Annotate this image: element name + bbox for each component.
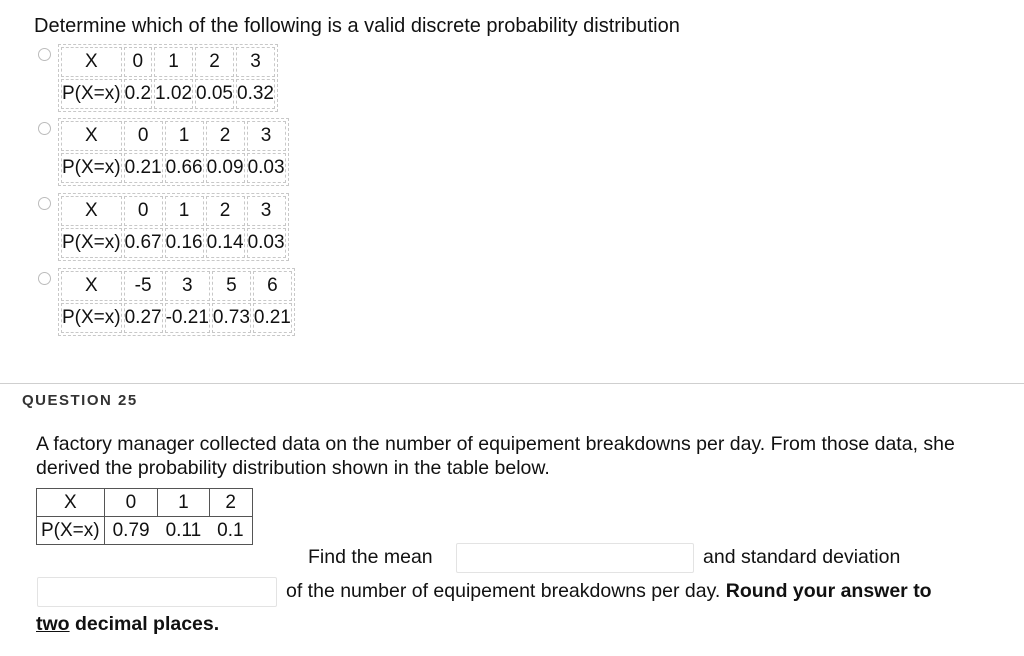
p-value: 0.27 [124,303,163,333]
question-divider [0,383,1024,384]
p-label: P(X=x) [61,303,122,333]
p-value: 0.21 [124,153,163,183]
p-value: 0.14 [206,228,245,258]
x-value: 5 [212,271,251,301]
x-value: 1 [154,47,193,77]
p-value: 0.03 [247,228,286,258]
find-mean-label: Find the mean [308,546,433,568]
p-label: P(X=x) [61,153,122,183]
p-value: 0.2 [124,79,152,109]
two-word: two [36,613,70,635]
decimal-instruction [36,613,219,636]
p-label: P(X=x) [61,228,122,258]
x-label: X [61,271,122,301]
p-value: 0.03 [247,153,286,183]
option-4-table [58,268,295,336]
p-value: 1.02 [154,79,193,109]
p-value: 0.67 [124,228,163,258]
x-value: 0 [124,121,163,151]
option-1-table [58,44,278,112]
p-value: 0.1 [217,519,244,541]
x-value: 2 [209,489,252,517]
x-label: X [61,196,122,226]
p-value: 0.05 [195,79,234,109]
p-value: 0.16 [165,228,204,258]
x-value: 0 [124,47,152,77]
question-prompt: Determine which of the following is a valid discrete probability distribution [34,15,680,37]
p-value: 0.73 [212,303,251,333]
x-label: X [61,121,122,151]
question-number-label: QUESTION 25 [22,392,138,409]
of-text: of the number of equipement breakdowns per day. [286,580,721,602]
x-value: 0 [124,196,163,226]
standard-deviation-label: and standard deviation [703,546,901,568]
x-value: 1 [165,121,204,151]
x-value: 2 [206,196,245,226]
radio-option-2[interactable] [38,122,51,135]
x-value: 1 [158,489,210,517]
p-value: 0.32 [236,79,275,109]
p-value: 0.09 [206,153,245,183]
x-value: 0 [104,489,157,517]
p-label: P(X=x) [61,79,122,109]
x-value: 3 [165,271,210,301]
decimal-places-text: decimal places. [75,613,220,635]
p-value: 0.21 [253,303,292,333]
mean-input[interactable] [456,543,694,573]
x-value: 1 [165,196,204,226]
x-label: X [37,489,105,517]
radio-option-4[interactable] [38,272,51,285]
p-value: -0.21 [165,303,210,333]
p-value: 0.79 [112,519,150,541]
round-instruction: Round your answer to [725,580,932,602]
radio-option-3[interactable] [38,197,51,210]
x-value: 6 [253,271,292,301]
standard-deviation-input[interactable] [37,577,277,607]
instruction-text [286,580,932,603]
x-value: 3 [247,121,286,151]
p-value: 0.66 [165,153,204,183]
radio-option-1[interactable] [38,48,51,61]
x-value: 3 [247,196,286,226]
x-value: 3 [236,47,275,77]
p-value: 0.11 [165,519,202,541]
breakdown-distribution-table [36,488,253,545]
p-label: P(X=x) [37,517,105,545]
x-value: -5 [124,271,163,301]
question-25-prompt: A factory manager collected data on the number of equipement breakdowns per day. From those data, she derived the probability distribution shown in the table below. [36,433,955,479]
option-3-table [58,193,289,261]
x-value: 2 [206,121,245,151]
x-value: 2 [195,47,234,77]
x-label: X [61,47,122,77]
option-2-table [58,118,289,186]
